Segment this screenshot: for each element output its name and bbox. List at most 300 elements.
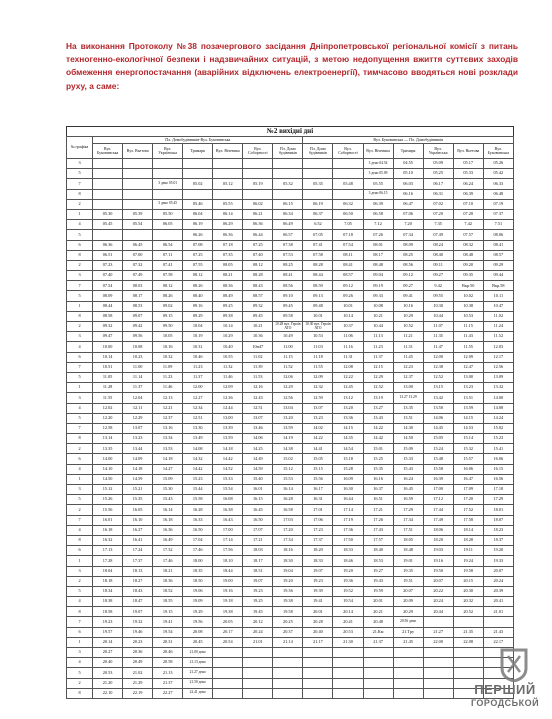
time-cell: 09.38 (213, 311, 243, 321)
time-cell: 3 дено 06.15 (363, 189, 393, 199)
time-cell: 10.47 (483, 301, 513, 311)
schedule-rows (67, 159, 514, 699)
time-cell: 13.39 (213, 423, 243, 433)
time-cell: 13.20 (273, 413, 303, 423)
time-cell: 21.50 дено (183, 678, 213, 688)
time-cell (213, 189, 243, 199)
time-cell: 11.15 (453, 322, 483, 332)
time-cell: 20.25 (273, 617, 303, 627)
graph-number-cell: 4 (67, 342, 93, 352)
stop-header-forward: Вул. Вьетова (123, 144, 153, 159)
stop-header-back: Вул. Буковинська (483, 144, 513, 159)
time-cell: 18.33 (333, 546, 363, 556)
time-cell: 19.16 (423, 556, 453, 566)
time-cell: 07.34 (393, 230, 423, 240)
table-row (67, 535, 514, 545)
time-cell: 09.19 (363, 281, 393, 291)
time-cell: 10.44 (363, 322, 393, 332)
time-cell: 08.48 (363, 260, 393, 270)
time-cell (423, 617, 453, 627)
graph-number-cell: 1 (67, 383, 93, 393)
time-cell: 21.Км (363, 627, 393, 637)
time-cell: 10.08 (363, 301, 393, 311)
time-cell: 17.20 (453, 495, 483, 505)
table-row (67, 637, 514, 647)
time-cell: 05.19 (243, 179, 273, 189)
time-cell: 13.00 (213, 413, 243, 423)
graph-number-cell: 2 (67, 322, 93, 332)
time-cell: 19.39 (303, 586, 333, 596)
logo-line-1: ПЕРШИЙ (474, 682, 536, 697)
time-cell: 18.53 (363, 556, 393, 566)
time-cell (333, 658, 363, 668)
time-cell: 18.14 (453, 525, 483, 535)
time-cell: 17.50 (333, 535, 363, 545)
time-cell: 21.01 (483, 607, 513, 617)
graph-number-cell: 7 (67, 179, 93, 189)
time-cell: 12.59 (303, 393, 333, 403)
graph-number-cell: 5 (67, 413, 93, 423)
time-cell: 19.15 (153, 607, 183, 617)
time-cell: 05.39 (123, 209, 153, 219)
time-cell (273, 658, 303, 668)
time-cell: 17.01 (303, 505, 333, 515)
time-cell: 14.30 (393, 423, 423, 433)
table-row (67, 271, 514, 281)
time-cell: 14.06 (423, 413, 453, 423)
time-cell: 07.23 (93, 260, 123, 270)
time-cell: 08.53 (123, 301, 153, 311)
time-cell: 14.52 (213, 464, 243, 474)
table-row (67, 403, 514, 413)
time-cell: 20.37 (273, 627, 303, 637)
time-cell: 17.21 (363, 505, 393, 515)
time-cell: 17.37 (303, 535, 333, 545)
time-cell: 18.06 (423, 525, 453, 535)
time-cell: 19.07 (243, 576, 273, 586)
time-cell: 18.04 (93, 566, 123, 576)
time-cell: 7.51 (483, 220, 513, 230)
time-cell: 11.07 (423, 322, 453, 332)
time-cell: 20.28 (303, 617, 333, 627)
time-cell: 05.55 (363, 179, 393, 189)
time-cell: 13.07 (243, 413, 273, 423)
time-cell: 05.55 (213, 199, 243, 209)
schedule-title: №2 вихідні дні (66, 126, 514, 136)
time-cell (393, 688, 423, 698)
stop-header-back: Тримарк (393, 144, 423, 159)
time-cell: 17.43 (363, 525, 393, 535)
time-cell: 21.37 (363, 637, 393, 647)
time-cell: 13.23 (303, 413, 333, 423)
graph-number-cell: 7 (67, 362, 93, 372)
time-cell: 08.44 (93, 301, 123, 311)
time-cell: 17.26 (363, 515, 393, 525)
time-cell: 14.25 (243, 444, 273, 454)
time-cell: 06.33 (483, 179, 513, 189)
time-cell: 11.15 (273, 352, 303, 362)
time-cell: 16.43 (213, 515, 243, 525)
time-cell: 16.41 (123, 535, 153, 545)
time-cell: 21.45 (393, 637, 423, 647)
time-cell: 10.44 (423, 311, 453, 321)
time-cell (303, 678, 333, 688)
time-cell: 09.12 (393, 271, 423, 281)
time-cell: 14.42 (213, 454, 243, 464)
time-cell: 08.09 (393, 240, 423, 250)
table-row (67, 169, 514, 179)
table-row (67, 434, 514, 444)
time-cell: 15.02 (483, 423, 513, 433)
time-cell: 08.59 (303, 281, 333, 291)
time-cell: 16.06 (453, 464, 483, 474)
time-cell: 11.37 (123, 383, 153, 393)
graph-number-cell: 2 (67, 505, 93, 515)
schedule-table (66, 136, 514, 699)
time-cell: 17.14 (333, 505, 363, 515)
time-cell: 06.14 (213, 209, 243, 219)
stop-header-back: Вул. Українська (423, 144, 453, 159)
time-cell: 06.47 (393, 199, 423, 209)
time-cell (183, 159, 213, 169)
time-cell: 10.16 (153, 342, 183, 352)
time-cell: 15.33 (213, 474, 243, 484)
time-cell: 19.23 (243, 586, 273, 596)
table-row (67, 607, 514, 617)
time-cell: 14.10 (93, 464, 123, 474)
time-cell: 14.19 (273, 434, 303, 444)
time-cell: 05.48 (333, 179, 363, 189)
time-cell: 22.41 дено (183, 688, 213, 698)
stop-header-forward: Вул. Вічевика (213, 144, 243, 159)
time-cell: 19.25 (243, 597, 273, 607)
time-cell: 16.30 (333, 485, 363, 495)
time-cell: 20.56 дено (393, 617, 423, 627)
time-cell: 12.09 (453, 352, 483, 362)
time-cell: 08.40 (423, 250, 453, 260)
table-row (67, 291, 514, 301)
time-cell: 07.54 (333, 240, 363, 250)
time-cell: 18.38 (93, 597, 123, 607)
time-cell: 21.00 дено (183, 648, 213, 658)
time-cell: 17.34 (273, 535, 303, 545)
graph-number-cell: 6 (67, 240, 93, 250)
time-cell: 21.Тру (393, 627, 423, 637)
table-row (67, 464, 514, 474)
stop-header-forward: Пл. Домо будівників (273, 144, 303, 159)
time-cell (243, 678, 273, 688)
table-row (67, 556, 514, 566)
time-cell: 18.47 (123, 597, 153, 607)
graph-number-cell: 5 (67, 668, 93, 678)
time-cell: 20.48 (363, 617, 393, 627)
table-row (67, 220, 514, 230)
graph-number-cell: 4 (67, 220, 93, 230)
time-cell: 13.27 13.29 (393, 393, 423, 403)
time-cell: 06.39 (453, 189, 483, 199)
time-cell: 12.11 (123, 403, 153, 413)
time-cell (303, 648, 333, 658)
time-cell: 06.16 (393, 189, 423, 199)
time-cell: 7.12 (363, 220, 393, 230)
time-cell: 16.14 (273, 485, 303, 495)
time-cell: 06.49 (273, 220, 303, 230)
time-cell: 18.40 (363, 546, 393, 556)
time-cell: 05.35 (303, 179, 333, 189)
time-cell: 21.35 (453, 627, 483, 637)
time-cell: 11.00 (273, 342, 303, 352)
table-row (67, 627, 514, 637)
time-cell: 19.24 (453, 556, 483, 566)
time-cell: 15.41 (483, 444, 513, 454)
time-cell: 20.21 (363, 607, 393, 617)
time-cell: 10.00 (93, 342, 123, 352)
time-cell: 15.40 (243, 474, 273, 484)
time-cell: 20.01 (303, 607, 333, 617)
time-cell: 19.01 (393, 556, 423, 566)
time-cell: 06.36 (213, 230, 243, 240)
time-cell: 3 дено 05.09 (363, 169, 393, 179)
graph-number-cell: 4 (67, 464, 93, 474)
time-cell: 15.09 (153, 474, 183, 484)
time-cell (303, 658, 333, 668)
time-cell: 14.50 (393, 434, 423, 444)
time-cell: 15.23 (183, 474, 213, 484)
time-cell: 17.23 (303, 525, 333, 535)
time-cell: 10.30 вул. Героїв АТО (303, 322, 333, 332)
time-cell: 12.27 (183, 393, 213, 403)
time-cell: 19.51 (393, 576, 423, 586)
time-cell (423, 658, 453, 668)
time-cell: 15.57 (453, 454, 483, 464)
time-cell: 17.03 (273, 515, 303, 525)
time-cell: 18.10 (213, 556, 243, 566)
time-cell: 07.20 (423, 209, 453, 219)
graph-number-cell: 2 (67, 576, 93, 586)
time-cell: 14.41 (303, 444, 333, 454)
time-cell: 13.36 (333, 413, 363, 423)
time-cell: 14.38 (273, 444, 303, 454)
time-cell: 16.17 (303, 485, 333, 495)
time-cell: 15.24 (423, 444, 453, 454)
time-cell (423, 668, 453, 678)
time-cell: 05.33 (453, 169, 483, 179)
time-cell: 20.41 (483, 597, 513, 607)
time-cell: 16.47 (453, 474, 483, 484)
time-cell (153, 189, 183, 199)
time-cell (183, 189, 213, 199)
time-cell: 09.12 (333, 281, 363, 291)
time-cell: 20.44 (423, 607, 453, 617)
time-cell: 20.14 (333, 607, 363, 617)
time-cell: 16.39 (423, 474, 453, 484)
time-cell: 15.01 (363, 444, 393, 454)
time-cell: 21.13 дено (183, 658, 213, 668)
time-cell: 20.07 (393, 586, 423, 596)
time-cell: 13.35 (93, 444, 123, 454)
time-cell: 10.29 (393, 311, 423, 321)
time-cell: 20.45 (183, 637, 213, 647)
time-cell: 19.35 (393, 566, 423, 576)
time-cell (243, 668, 273, 678)
time-cell (153, 230, 183, 240)
time-cell: 12.34 (183, 403, 213, 413)
time-cell: 09.07 (123, 311, 153, 321)
time-cell (363, 668, 393, 678)
time-cell: 20.49 (123, 658, 153, 668)
time-cell: 13.43 (363, 413, 393, 423)
stop-header-forward: Вул. Буковинська (93, 144, 123, 159)
time-cell (93, 230, 123, 240)
time-cell: 08.41 (333, 260, 363, 270)
time-cell: 18.51 (243, 566, 273, 576)
time-cell: 12.20 (93, 413, 123, 423)
time-cell: 17.46 (183, 546, 213, 556)
time-cell: 09.10 (273, 291, 303, 301)
time-cell: 20.15 (453, 576, 483, 586)
time-cell (333, 648, 363, 658)
time-cell: 09.45 (273, 301, 303, 311)
graph-number-cell: 8 (67, 688, 93, 698)
time-cell: 07.32 (123, 260, 153, 270)
time-cell: 07.37 (483, 209, 513, 219)
time-cell: 12.37 (153, 413, 183, 423)
time-cell (303, 169, 333, 179)
time-cell: 21.17 (303, 637, 333, 647)
time-cell: 18.58 (93, 607, 123, 617)
time-cell: 16.27 (123, 525, 153, 535)
time-cell: 19.06 (183, 586, 213, 596)
time-cell: 21.13 (153, 668, 183, 678)
time-cell: 20.14 (93, 637, 123, 647)
time-cell: 12.44 (213, 403, 243, 413)
time-cell: 20.31 (153, 637, 183, 647)
time-cell: 16.10 (123, 515, 153, 525)
graph-number-cell: 6 (67, 352, 93, 362)
time-cell: 3 дено 05.45 (153, 199, 183, 209)
time-cell: 21.27 дено (183, 668, 213, 678)
time-cell: 09.26 (333, 291, 363, 301)
time-cell: 09.56 (123, 332, 153, 342)
graph-number-cell: 3 (67, 566, 93, 576)
time-cell: 16.15 (483, 464, 513, 474)
table-row (67, 342, 514, 352)
table-row (67, 383, 514, 393)
time-cell (303, 189, 333, 199)
time-cell: 14.00 (483, 393, 513, 403)
time-cell (123, 199, 153, 209)
time-cell: 12.38 (423, 362, 453, 372)
time-cell: 11.52 (483, 332, 513, 342)
time-cell: 17.13 (93, 546, 123, 556)
time-cell: 07.58 (153, 271, 183, 281)
table-row (67, 352, 514, 362)
graph-number-cell: 2 (67, 678, 93, 688)
time-cell: 09.48 (303, 301, 333, 311)
time-cell: 19.38 (273, 597, 303, 607)
time-cell: 19.20 (333, 566, 363, 576)
time-cell: 20.40 (303, 627, 333, 637)
table-row (67, 505, 514, 515)
time-cell: 05.02 (183, 179, 213, 189)
time-cell: 20.30 (453, 586, 483, 596)
time-cell: 18.16 (273, 546, 303, 556)
time-cell: 18.35 (183, 566, 213, 576)
table-row (67, 648, 514, 658)
time-cell: 11.24 (483, 322, 513, 332)
time-cell: 08.36 (213, 281, 243, 291)
time-cell (93, 159, 123, 169)
shield-icon (500, 648, 528, 682)
time-cell: 11.21 (393, 332, 423, 342)
time-cell: 20.23 (123, 637, 153, 647)
time-cell: 12.00 (183, 383, 213, 393)
time-cell: 21.29 (123, 678, 153, 688)
table-row (67, 189, 514, 199)
time-cell: 11.02 (483, 311, 513, 321)
time-cell: 09.58 (273, 311, 303, 321)
time-cell: 16.49 (153, 535, 183, 545)
time-cell: 12.22 (333, 372, 363, 382)
time-cell: 13.00 (453, 372, 483, 382)
time-cell: 16.18 (93, 525, 123, 535)
time-cell: 18.46 (333, 556, 363, 566)
time-cell: 15.54 (213, 485, 243, 495)
time-cell: 07.57 (453, 230, 483, 240)
graph-number-cell: 1 (67, 637, 93, 647)
time-cell: 13.23 (123, 434, 153, 444)
time-cell: 06.39 (363, 199, 393, 209)
graph-number-cell: 4 (67, 597, 93, 607)
time-cell: 11.52 (273, 362, 303, 372)
table-row (67, 332, 514, 342)
time-cell: 06.34 (273, 209, 303, 219)
time-cell: 11.45 (393, 352, 423, 362)
time-cell: 09.45 (243, 311, 273, 321)
time-cell: 20.12 (243, 617, 273, 627)
time-cell (273, 668, 303, 678)
time-cell: 14.53 (453, 423, 483, 433)
time-cell: 13.00 (393, 383, 423, 393)
time-cell (333, 688, 363, 698)
table-row (67, 159, 514, 169)
time-cell: 11.02 (243, 352, 273, 362)
stop-header-forward: Тримарк (183, 144, 213, 159)
time-cell: 11.06 (333, 332, 363, 342)
time-cell: 10.11 (483, 291, 513, 301)
table-row (67, 678, 514, 688)
time-cell (213, 648, 243, 658)
time-cell (123, 179, 153, 189)
table-row (67, 281, 514, 291)
time-cell: 07.06 (393, 209, 423, 219)
time-cell: 06.03 (393, 179, 423, 189)
time-cell (213, 668, 243, 678)
time-cell: 18.05 (393, 535, 423, 545)
time-cell: 10.49 (273, 332, 303, 342)
time-cell: 19.52 (333, 586, 363, 596)
graph-number-cell: 8 (67, 535, 93, 545)
time-cell: 15.35 (363, 464, 393, 474)
time-cell (423, 688, 453, 698)
time-cell (453, 617, 483, 627)
time-cell: 05.25 (423, 169, 453, 179)
time-cell: 08.56 (393, 260, 423, 270)
time-cell: 22.10 (93, 688, 123, 698)
time-cell: 10.53 (453, 311, 483, 321)
stop-header-back: Пл. Домо будівників (303, 144, 333, 159)
graph-number-cell: 5 (67, 495, 93, 505)
